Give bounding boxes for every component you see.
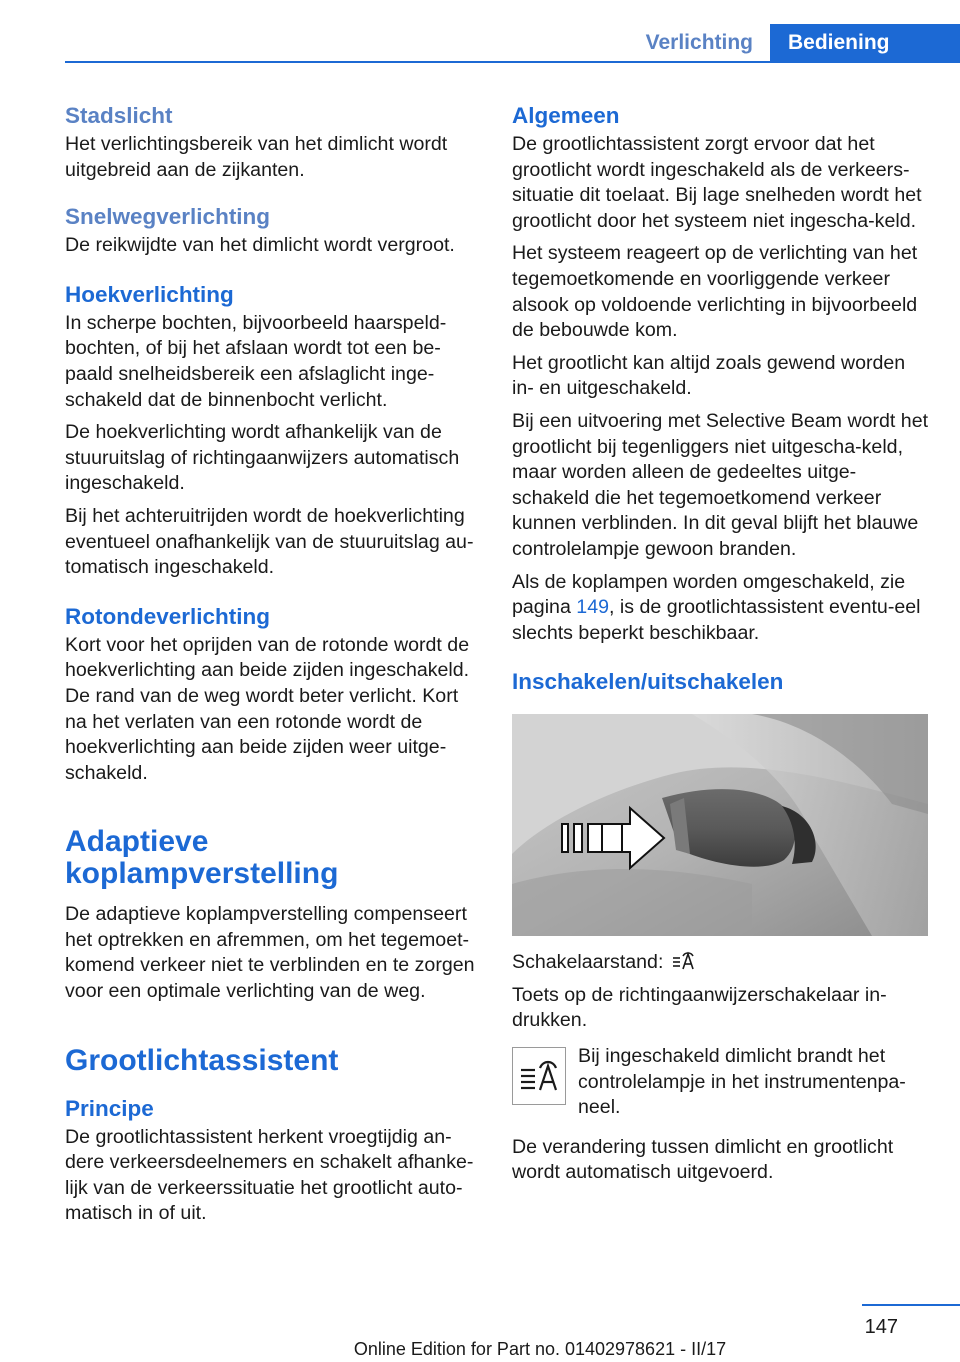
header-chapter-tab: Bediening: [770, 24, 960, 62]
paragraph-note: Bij ingeschakeld dimlicht brandt het controlelampje in het instrumentenpa-neel.: [578, 1045, 906, 1119]
paragraph-algemeen-5: [512, 570, 932, 647]
paragraph-algemeen-2: Het systeem reageert op de verlichting van het tegemoetkomende en voorliggende verkeer alsook op voldoende verlichting in bijvoorbeeld de bebouwde kom.: [512, 242, 918, 342]
heading-grootlichtassistent: Grootlichtassistent: [65, 1043, 339, 1077]
paragraph-algemeen-3: Het grootlicht kan altijd zoals gewend worden in- en uitgeschakeld.: [512, 351, 906, 400]
paragraph-snelwegverlichting: De reikwijdte van het dimlicht wordt vergroot.: [65, 234, 455, 257]
running-header: [630, 24, 960, 62]
heading-stadslicht: Stadslicht: [65, 103, 173, 128]
paragraph-algemeen-4: Bij een uitvoering met Selective Beam wordt het grootlicht bij tegenliggers niet uitgescha-keld, maar worden alleen de gedeeltes uitge-schakeld die het tegemoetkomend verkeer kunnen verblinden. In dit geval blijft het blauwe controlelampje gewoon branden.: [512, 409, 929, 560]
paragraph-toets: Toets op de richtingaanwijzerschakelaar in-drukken.: [512, 983, 887, 1032]
text-before-link: Als de koplampen worden omgeschakeld, zie pagina: [512, 570, 906, 619]
paragraph-principe: De grootlichtassistent herkent vroegtijdig an-dere verkeersdeelnemers en schakelt afhanke-lijk van de verkeerssituatie het grootlicht auto-matisch in of uit.: [65, 1125, 474, 1225]
page-number: 147: [864, 1316, 898, 1338]
turn-signal-lever-photo: [512, 714, 928, 936]
heading-adaptieve-line1: Adaptieve: [65, 825, 209, 859]
paragraph-adaptief: De adaptieve koplampverstelling compenseert het optrekken en afremmen, om het tegemoet-komend verkeer niet te verblinden en te zorgen voor een optimale verlichting van de weg.: [65, 903, 475, 1003]
heading-rotondeverlichting: Rotondeverlichting: [65, 603, 271, 629]
heading-principe: Principe: [65, 1095, 154, 1121]
footer-edition: Online Edition for Part no. 01402978621 - II/17: [353, 1339, 727, 1359]
paragraph-hoek-2: De hoekverlichting wordt afhankelijk van de stuuruitslag of richtingaanwijzers automatisch ingeschakeld.: [65, 421, 460, 495]
text-after-link: , is de grootlichtassistent eventu-eel slechts beperkt beschikbaar.: [512, 596, 921, 644]
heading-snelwegverlichting: Snelwegverlichting: [65, 204, 271, 230]
indicator-note: [512, 1044, 932, 1121]
heading-adaptieve: [65, 826, 483, 890]
left-column: [65, 100, 483, 1227]
header-rule: [65, 61, 960, 63]
heading-inschakelen: Inschakelen/uitschakelen: [512, 669, 784, 695]
paragraph-hoek-1: In scherpe bochten, bijvoorbeeld haarspeld-bochten, of bij het afslaan wordt tot een be-paald snelheidsbereik een afslaglicht inge-schakeld dat de binnenbocht verlicht.: [65, 311, 447, 411]
paragraph-algemeen-1: De grootlichtassistent zorgt ervoor dat het grootlicht wordt ingeschakeld als de verkeers-situatie dit toelaat. Bij lage snelheden wordt het grootlicht door het systeem niet ingescha-keld.: [512, 133, 922, 232]
header-section-tab: Verlichting: [645, 31, 753, 54]
high-beam-assist-icon: [671, 950, 697, 972]
heading-hoekverlichting: Hoekverlichting: [65, 281, 234, 307]
paragraph-stadslicht: Het verlichtingsbereik van het dimlicht wordt uitgebreid aan de zijkanten.: [65, 133, 448, 181]
paragraph-schakelaarstand: [512, 950, 932, 976]
heading-algemeen: Algemeen: [512, 103, 620, 128]
right-column: [512, 100, 932, 1186]
heading-adaptieve-line2: koplampverstelling: [65, 857, 339, 891]
page-number-rule: [862, 1304, 960, 1306]
page-link[interactable]: 149: [576, 596, 609, 619]
schakelaarstand-label: Schakelaarstand:: [512, 951, 664, 974]
high-beam-assist-indicator-icon: [512, 1047, 566, 1105]
paragraph-rotonde: Kort voor het oprijden van de rotonde wordt de hoekverlichting aan beide zijden ingeschakeld. De rand van de weg wordt beter verlicht. Kort na het verlaten van een rotonde wordt de hoekverlichting aan beide zijden weer uitge-schakeld.: [65, 633, 470, 784]
paragraph-final: De verandering tussen dimlicht en grootlicht wordt automatisch uitgevoerd.: [512, 1135, 894, 1184]
paragraph-hoek-3: Bij het achteruitrijden wordt de hoekverlichting eventueel onafhankelijk van de stuuruitslag au-tomatisch ingeschakeld.: [65, 504, 474, 579]
